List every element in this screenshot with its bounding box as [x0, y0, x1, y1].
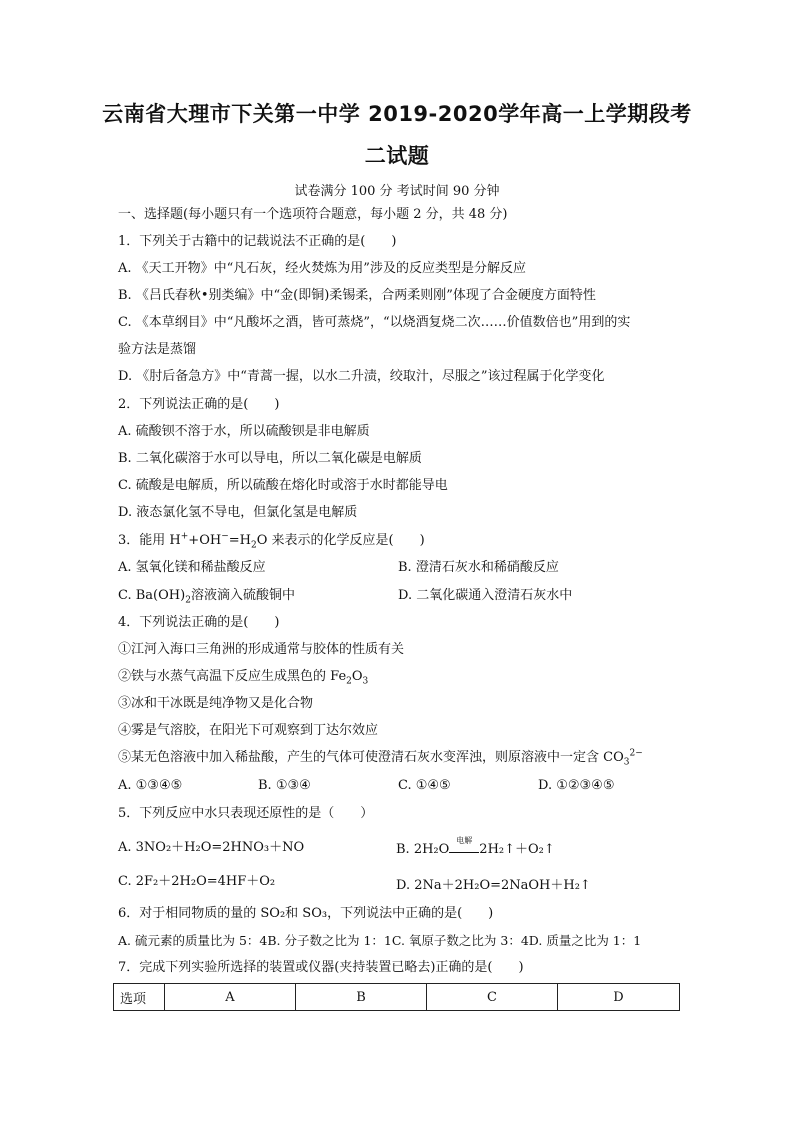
q1-option-a: A. 《天工开物》中“凡石灰，经火焚炼为用”涉及的反应类型是分解反应 [118, 261, 526, 276]
page-title-line2: 二试题 [364, 144, 430, 168]
electrolysis-arrow: 电解 [449, 843, 479, 853]
q4-statement-1: ①江河入海口三角洲的形成通常与胶体的性质有关 [118, 642, 405, 657]
q6-stem: 6．对于相同物质的量的 SO₂和 SO₃，下列说法中正确的是( ) [118, 906, 494, 921]
q5-option-a: A. 3NO₂＋H₂O=2HNO₃＋NO [118, 840, 305, 855]
table-header-cell: A [165, 984, 296, 1011]
table-header-cell: B [296, 984, 427, 1011]
q6-options: A. 硫元素的质量比为 5：4B. 分子数之比为 1：1C. 氧原子数之比为 3：4D. 质量之比为 1：1 [118, 933, 642, 948]
q4-statement-4: ④雾是气溶胶，在阳光下可观察到丁达尔效应 [118, 723, 379, 738]
q2-option-c: C. 硫酸是电解质，所以硫酸在熔化时或溶于水时都能导电 [118, 478, 448, 493]
table-header-cell: C [427, 984, 558, 1011]
q4-statement-5: ⑤某无色溶液中加入稀盐酸，产生的气体可使澄清石灰水变浑浊，则原溶液中一定含 $CO_3^{2-}$ [118, 748, 643, 768]
q5-option-d: D. 2Na＋2H₂O=2NaOH＋H₂↑ [396, 878, 591, 893]
q2-option-a: A. 硫酸钡不溶于水，所以硫酸钡是非电解质 [118, 424, 370, 439]
q3-option-b: B. 澄清石灰水和稀硝酸反应 [398, 560, 559, 575]
q2-stem: 2．下列说法正确的是( ) [118, 397, 280, 412]
q5-option-b: B. 2H₂O 电解 2H₂↑＋O₂↑ [396, 836, 555, 857]
q1-option-c-line2: 验方法是蒸馏 [118, 342, 197, 357]
exam-info: 试卷满分 100 分 考试时间 90 分钟 [294, 184, 500, 199]
q3-option-d: D. 二氧化碳通入澄清石灰水中 [398, 588, 573, 603]
q1-option-b: B. 《吕氏春秋•别类编》中“金(即铜)柔锡柔，合两柔则刚”体现了合金硬度方面特性 [118, 288, 596, 303]
q4-statement-2: ②铁与水蒸气高温下反应生成黑色的 $Fe_2O_3$ [118, 669, 369, 687]
page-title-line1: 云南省大理市下关第一中学 2019-2020学年高一上学期段考 [102, 102, 692, 126]
q1-stem: 1．下列关于古籍中的记载说法不正确的是( ) [118, 234, 397, 249]
q5-option-c: C. 2F₂＋2H₂O=4HF＋O₂ [118, 874, 276, 889]
table-header-cell: D [558, 984, 680, 1011]
q7-options-table [113, 983, 680, 1011]
table-header-cell: 选项 [114, 984, 165, 1011]
q5-stem: 5．下列反应中水只表现还原性的是（ ） [118, 806, 374, 821]
q4-option-d: D. ①②③④⑤ [538, 778, 615, 793]
q2-option-d: D. 液态氯化氢不导电，但氯化氢是电解质 [118, 505, 358, 520]
q4-option-b: B. ①③④ [258, 778, 311, 793]
section-heading: 一、选择题(每小题只有一个选项符合题意，每小题 2 分，共 48 分) [118, 207, 508, 222]
q4-stem: 4．下列说法正确的是( ) [118, 615, 280, 630]
q1-option-d: D. 《肘后备急方》中“青蒿一握，以水二升渍，绞取汁，尽服之”该过程属于化学变化 [118, 369, 605, 384]
q3-option-a: A. 氢氧化镁和稀盐酸反应 [118, 560, 266, 575]
q3-option-c: C. $Ba(OH)_2$溶液滴入硫酸铜中 [118, 588, 295, 606]
table-row [114, 984, 680, 1011]
q7-stem: 7．完成下列实验所选择的装置或仪器(夹持装置已略去)正确的是( ) [118, 960, 524, 975]
q4-option-c: C. ①④⑤ [398, 778, 451, 793]
q4-option-a: A. ①③④⑤ [118, 778, 183, 793]
q3-stem: 3．能用 $H^++OH^-=H_2O$ 来表示的化学反应是( ) [118, 531, 425, 551]
q2-option-b: B. 二氧化碳溶于水可以导电，所以二氧化碳是电解质 [118, 451, 422, 466]
q1-option-c-line1: C. 《本草纲目》中“凡酸坏之酒，皆可蒸烧”，“以烧酒复烧二次……价值数倍也”用到的实 [118, 315, 631, 330]
q4-statement-3: ③冰和干冰既是纯净物又是化合物 [118, 696, 314, 711]
